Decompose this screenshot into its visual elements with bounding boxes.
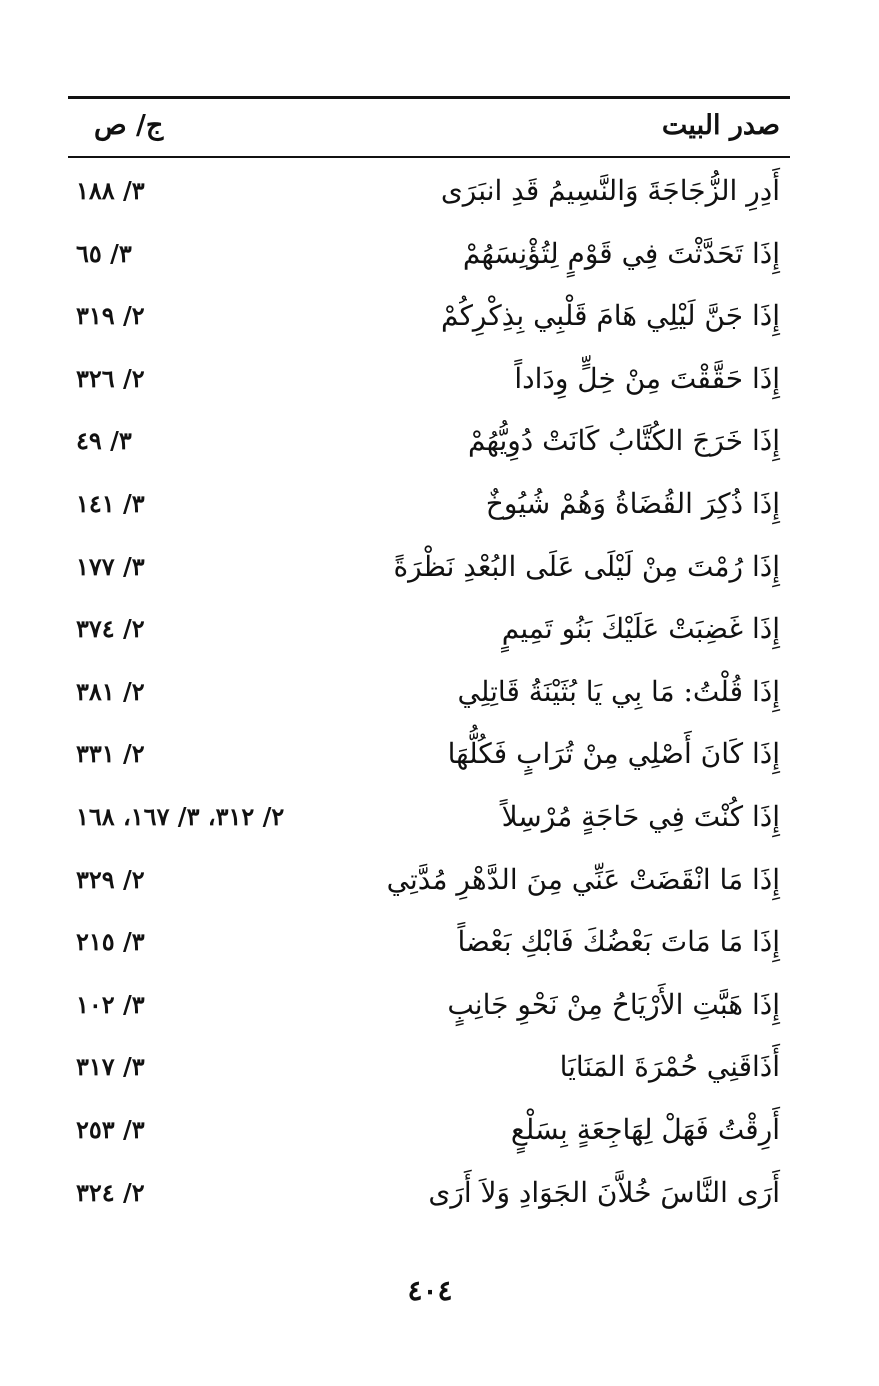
volume-page-ref: ٣/ ٢٥٣ — [76, 1114, 145, 1144]
page-number: ٤٠٤ — [407, 1274, 453, 1307]
table-row — [68, 293, 790, 356]
volume-page-ref: ٣/ ٢١٥ — [76, 927, 145, 957]
volume-page-ref: ٢/ ٣٣١ — [76, 739, 145, 769]
volume-page-ref: ٣/ ٦٥ — [76, 238, 132, 268]
verse-opening: أَدِرِ الزُّجَاجَةَ وَالنَّسِيمُ قَدِ انبَرَى — [440, 174, 780, 207]
table-row — [68, 606, 790, 669]
table-row — [68, 418, 790, 481]
verse-opening: إِذَا مَا انْقَضَتْ عَنِّي مِنَ الدَّهْرِ مُدَّتِي — [386, 862, 780, 896]
header-rule — [68, 156, 790, 158]
volume-page-ref: ٢/ ٣١٢، ٣/ ١٦٧، ١٦٨ — [76, 801, 285, 831]
table-row — [68, 168, 790, 231]
volume-page-ref: ٣/ ١٠٢ — [76, 989, 145, 1019]
table-row — [68, 356, 790, 419]
volume-page-ref: ٢/ ٣١٩ — [76, 301, 145, 331]
table-row — [68, 857, 790, 920]
table-row — [68, 669, 790, 732]
volume-page-ref: ٣/ ٣١٧ — [76, 1052, 145, 1082]
table-row — [68, 1107, 790, 1170]
verse-opening: إِذَا كَانَ أَصْلِي مِنْ تُرَابٍ فَكُلُّهَا — [447, 737, 780, 771]
verse-opening: إِذَا قُلْتُ: مَا بِي يَا بُثَيْنَةُ قَاتِلِي — [457, 674, 780, 708]
verse-opening: أَذَاقَنِي حُمْرَةَ المَنَايَا — [559, 1050, 780, 1084]
verse-opening: إِذَا ذُكِرَ القُضَاةُ وَهُمْ شُيُوخٌ — [485, 486, 780, 520]
verse-opening: إِذَا هَبَّتِ الأَرْيَاحُ مِنْ نَحْوِ جَانِبٍ — [447, 987, 780, 1021]
index-table — [68, 168, 790, 1232]
volume-page-ref: ٢/ ٣٢٩ — [76, 864, 145, 894]
reference-column-header: ج/ ص — [94, 110, 164, 141]
volume-page-ref: ٣/ ١٨٨ — [76, 176, 145, 205]
verse-opening: إِذَا مَا مَاتَ بَعْضُكَ فَابْكِ بَعْضاً — [457, 925, 780, 959]
verse-opening: إِذَا كُنْتَ فِي حَاجَةٍ مُرْسِلاً — [501, 799, 780, 833]
verse-opening: إِذَا حَقَّقْتَ مِنْ خِلٍّ وِدَاداً — [514, 361, 780, 395]
volume-page-ref: ٣/ ١٧٧ — [76, 551, 145, 581]
volume-page-ref: ٢/ ٣٧٤ — [76, 614, 145, 644]
table-row — [68, 481, 790, 544]
table-row — [68, 231, 790, 294]
table-row — [68, 919, 790, 982]
table-row — [68, 794, 790, 857]
verse-opening: إِذَا خَرَجَ الكُتَّابُ كَانَتْ دُوِيُّهُمْ — [467, 424, 780, 458]
verse-opening: إِذَا جَنَّ لَيْلِي هَامَ قَلْبِي بِذِكْرِكُمْ — [440, 299, 780, 333]
table-row — [68, 1170, 790, 1233]
volume-page-ref: ٣/ ٤٩ — [76, 426, 132, 456]
table-row — [68, 544, 790, 607]
volume-page-ref: ٢/ ٣٨١ — [76, 676, 145, 706]
table-row — [68, 1044, 790, 1107]
verse-column-header: صدر البيت — [661, 110, 780, 141]
verse-opening: إِذَا رُمْتَ مِنْ لَيْلَى عَلَى البُعْدِ نَظْرَةً — [393, 549, 780, 583]
volume-page-ref: ٣/ ١٤١ — [76, 488, 145, 518]
verse-opening: أَرَى النَّاسَ خُلاَّنَ الجَوَادِ وَلاَ أَرَى — [428, 1175, 780, 1209]
top-rule — [68, 96, 790, 99]
table-row — [68, 731, 790, 794]
table-row — [68, 982, 790, 1045]
verse-opening: إِذَا تَحَدَّثْتَ فِي قَوْمٍ لِتُؤْنِسَهُمْ — [462, 236, 780, 270]
verse-opening: أَرِقْتُ فَهَلْ لِهَاجِعَةٍ بِسَلْعٍ — [510, 1112, 780, 1146]
volume-page-ref: ٢/ ٣٢٦ — [76, 363, 145, 393]
verse-opening: إِذَا غَضِبَتْ عَلَيْكَ بَنُو تَمِيمٍ — [501, 612, 780, 646]
volume-page-ref: ٢/ ٣٢٤ — [76, 1177, 145, 1207]
table-header — [68, 104, 790, 154]
